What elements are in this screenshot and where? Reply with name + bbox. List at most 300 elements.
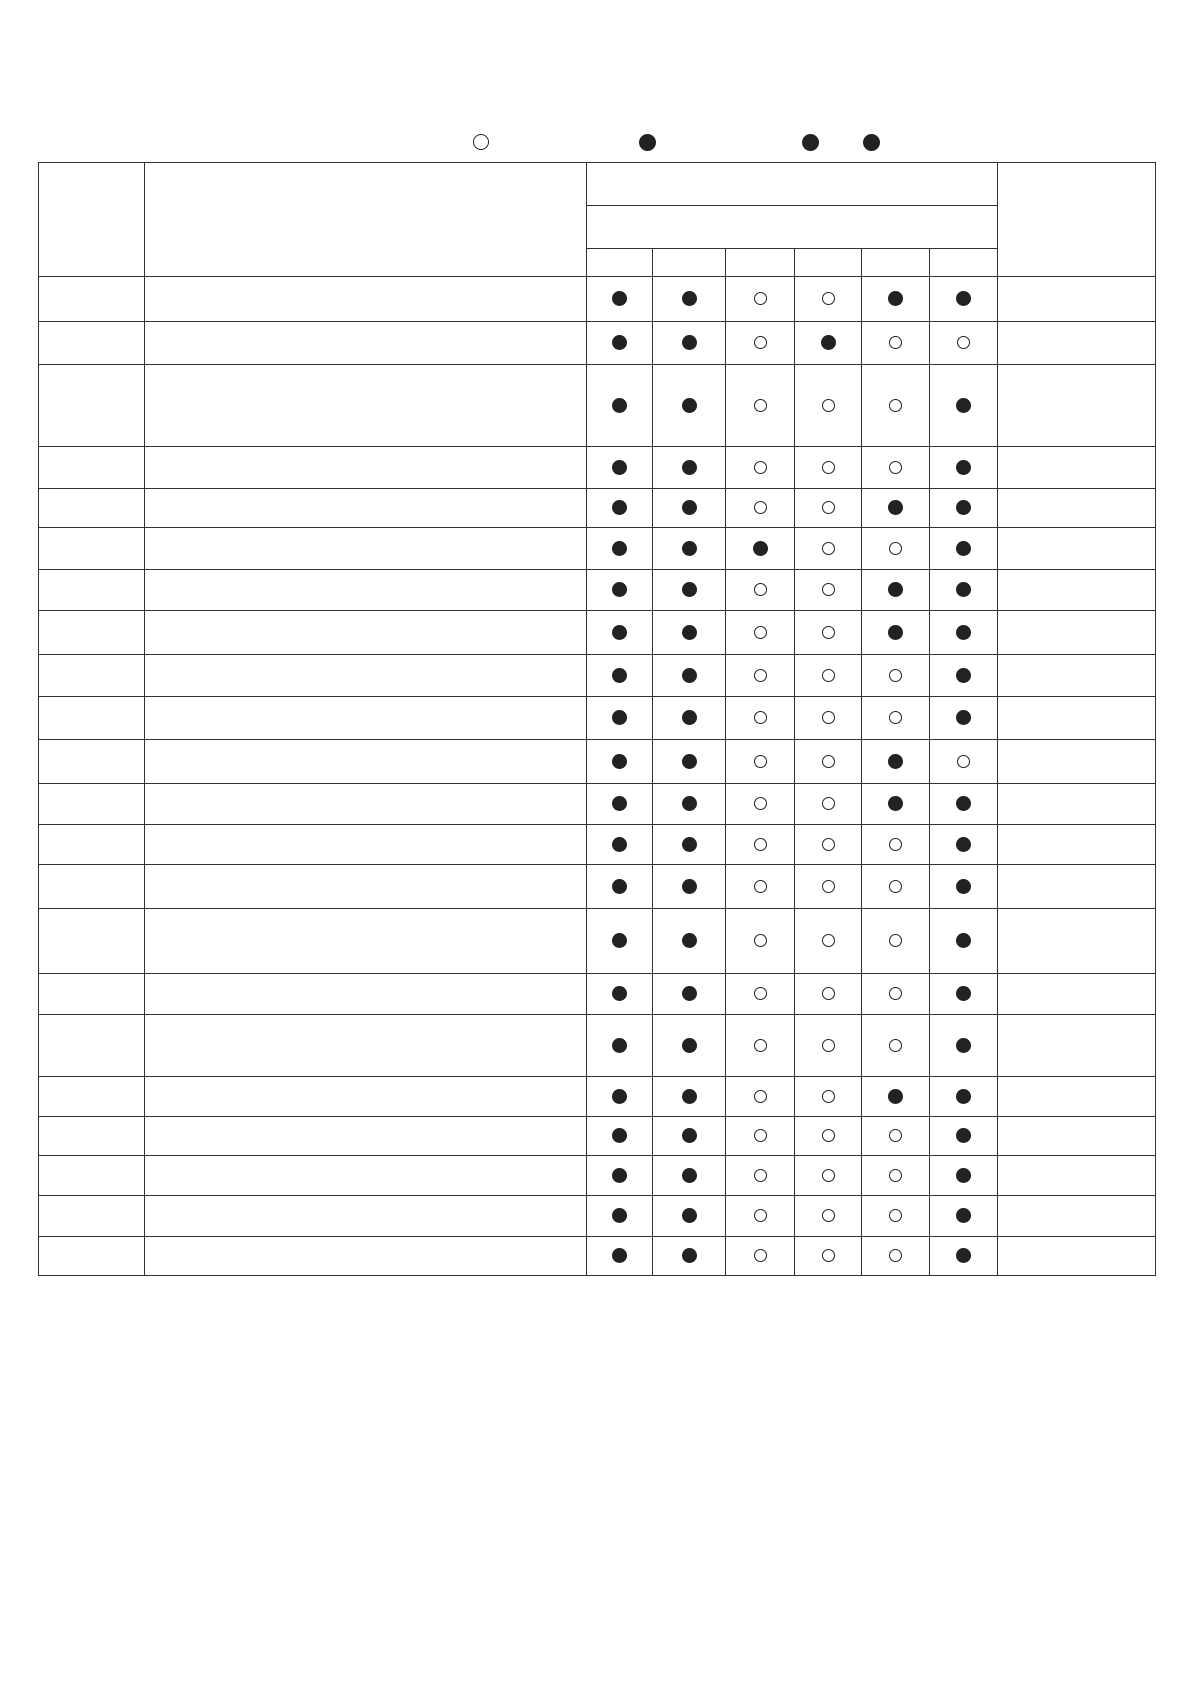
filled-circle-icon (612, 1208, 627, 1223)
hollow-circle-icon (822, 1129, 835, 1142)
legend-filled-circle-icon (802, 134, 819, 151)
mark-cell-1 (587, 1117, 653, 1156)
item-cell (145, 1196, 587, 1237)
filled-circle-icon (612, 879, 627, 894)
item-cell (145, 740, 587, 784)
table-row (39, 1117, 1156, 1156)
mark-cell-3 (726, 974, 795, 1015)
mark-cell-3 (726, 1117, 795, 1156)
header-mark-col-4 (795, 249, 862, 277)
hollow-circle-icon (889, 336, 902, 349)
filled-circle-icon (888, 625, 903, 640)
hollow-circle-icon (754, 934, 767, 947)
mark-cell-1 (587, 865, 653, 909)
mark-cell-2 (653, 322, 726, 365)
filled-circle-icon (612, 541, 627, 556)
hollow-circle-icon (822, 797, 835, 810)
remarks-cell (998, 1156, 1156, 1196)
number-cell (39, 277, 145, 322)
filled-circle-icon (956, 710, 971, 725)
mark-cell-5 (862, 322, 930, 365)
table-row (39, 322, 1156, 365)
hollow-circle-icon (754, 880, 767, 893)
filled-circle-icon (612, 1168, 627, 1183)
mark-cell-3 (726, 1015, 795, 1077)
hollow-circle-icon (822, 1209, 835, 1222)
table-row (39, 365, 1156, 447)
mark-cell-2 (653, 489, 726, 528)
mark-cell-5 (862, 570, 930, 611)
filled-circle-icon (682, 668, 697, 683)
item-cell (145, 447, 587, 489)
mark-cell-4 (795, 740, 862, 784)
filled-circle-icon (956, 1038, 971, 1053)
number-cell (39, 655, 145, 697)
mark-cell-1 (587, 1237, 653, 1276)
table-row (39, 1156, 1156, 1196)
mark-cell-3 (726, 1156, 795, 1196)
filled-circle-icon (682, 1208, 697, 1223)
mark-cell-6 (930, 784, 998, 825)
hollow-circle-icon (822, 880, 835, 893)
table-row (39, 570, 1156, 611)
mark-cell-4 (795, 1117, 862, 1156)
hollow-circle-icon (822, 461, 835, 474)
mark-cell-3 (726, 865, 795, 909)
remarks-cell (998, 1117, 1156, 1156)
remarks-cell (998, 570, 1156, 611)
header-item-cell (145, 163, 587, 277)
hollow-circle-icon (822, 501, 835, 514)
remarks-cell (998, 825, 1156, 865)
filled-circle-icon (956, 1168, 971, 1183)
mark-cell-2 (653, 740, 726, 784)
mark-cell-3 (726, 1196, 795, 1237)
filled-circle-icon (682, 837, 697, 852)
filled-circle-icon (682, 986, 697, 1001)
mark-cell-4 (795, 1237, 862, 1276)
mark-cell-2 (653, 528, 726, 570)
mark-cell-4 (795, 570, 862, 611)
mark-cell-2 (653, 1196, 726, 1237)
filled-circle-icon (682, 1248, 697, 1263)
table-row (39, 611, 1156, 655)
number-cell (39, 1077, 145, 1117)
table-row (39, 447, 1156, 489)
mark-cell-2 (653, 655, 726, 697)
mark-cell-1 (587, 322, 653, 365)
filled-circle-icon (956, 1208, 971, 1223)
mark-cell-2 (653, 974, 726, 1015)
mark-cell-3 (726, 784, 795, 825)
hollow-circle-icon (822, 1039, 835, 1052)
hollow-circle-icon (822, 711, 835, 724)
item-cell (145, 570, 587, 611)
table-row (39, 528, 1156, 570)
hollow-circle-icon (754, 1090, 767, 1103)
item-cell (145, 489, 587, 528)
mark-cell-4 (795, 655, 862, 697)
mark-cell-1 (587, 365, 653, 447)
remarks-cell (998, 1237, 1156, 1276)
hollow-circle-icon (889, 399, 902, 412)
filled-circle-icon (682, 541, 697, 556)
hollow-circle-icon (889, 1209, 902, 1222)
header-group-cell (587, 163, 998, 206)
hollow-circle-icon (889, 1169, 902, 1182)
legend-hollow-circle-icon (473, 134, 489, 150)
mark-cell-4 (795, 1196, 862, 1237)
filled-circle-icon (956, 986, 971, 1001)
table-row (39, 740, 1156, 784)
table-row (39, 489, 1156, 528)
mark-cell-5 (862, 655, 930, 697)
filled-circle-icon (888, 1089, 903, 1104)
hollow-circle-icon (822, 1249, 835, 1262)
mark-cell-5 (862, 1015, 930, 1077)
matrix-table (38, 162, 1156, 1276)
mark-cell-3 (726, 697, 795, 740)
filled-circle-icon (612, 1038, 627, 1053)
mark-cell-4 (795, 447, 862, 489)
filled-circle-icon (956, 500, 971, 515)
hollow-circle-icon (822, 626, 835, 639)
mark-cell-4 (795, 528, 862, 570)
filled-circle-icon (682, 796, 697, 811)
number-cell (39, 740, 145, 784)
number-cell (39, 825, 145, 865)
number-cell (39, 1015, 145, 1077)
mark-cell-2 (653, 365, 726, 447)
mark-cell-1 (587, 909, 653, 974)
filled-circle-icon (682, 1038, 697, 1053)
hollow-circle-icon (754, 292, 767, 305)
filled-circle-icon (682, 625, 697, 640)
mark-cell-6 (930, 655, 998, 697)
filled-circle-icon (956, 625, 971, 640)
number-cell (39, 865, 145, 909)
mark-cell-5 (862, 489, 930, 528)
item-cell (145, 1237, 587, 1276)
mark-cell-5 (862, 974, 930, 1015)
remarks-cell (998, 489, 1156, 528)
mark-cell-2 (653, 1237, 726, 1276)
filled-circle-icon (888, 796, 903, 811)
number-cell (39, 570, 145, 611)
hollow-circle-icon (754, 987, 767, 1000)
mark-cell-1 (587, 1196, 653, 1237)
table-row (39, 697, 1156, 740)
remarks-cell (998, 528, 1156, 570)
filled-circle-icon (612, 625, 627, 640)
mark-cell-5 (862, 697, 930, 740)
filled-circle-icon (682, 398, 697, 413)
mark-cell-5 (862, 1156, 930, 1196)
hollow-circle-icon (754, 1039, 767, 1052)
mark-cell-5 (862, 784, 930, 825)
legend-filled-circle-icon (639, 134, 656, 151)
filled-circle-icon (682, 879, 697, 894)
item-cell (145, 974, 587, 1015)
mark-cell-5 (862, 365, 930, 447)
filled-circle-icon (612, 668, 627, 683)
hollow-circle-icon (889, 934, 902, 947)
mark-cell-5 (862, 909, 930, 974)
mark-cell-5 (862, 1237, 930, 1276)
filled-circle-icon (682, 335, 697, 350)
mark-cell-4 (795, 611, 862, 655)
mark-cell-2 (653, 1015, 726, 1077)
hollow-circle-icon (754, 711, 767, 724)
mark-cell-2 (653, 277, 726, 322)
hollow-circle-icon (754, 797, 767, 810)
mark-cell-6 (930, 489, 998, 528)
mark-cell-4 (795, 825, 862, 865)
mark-cell-4 (795, 1077, 862, 1117)
hollow-circle-icon (822, 934, 835, 947)
mark-cell-2 (653, 1117, 726, 1156)
filled-circle-icon (753, 541, 768, 556)
hollow-circle-icon (822, 1169, 835, 1182)
filled-circle-icon (612, 398, 627, 413)
filled-circle-icon (682, 500, 697, 515)
filled-circle-icon (612, 837, 627, 852)
hollow-circle-icon (889, 542, 902, 555)
filled-circle-icon (956, 1128, 971, 1143)
mark-cell-6 (930, 1237, 998, 1276)
filled-circle-icon (682, 1089, 697, 1104)
item-cell (145, 697, 587, 740)
mark-cell-5 (862, 277, 930, 322)
header-subgroup-cell (587, 206, 998, 249)
item-cell (145, 611, 587, 655)
hollow-circle-icon (889, 461, 902, 474)
filled-circle-icon (956, 668, 971, 683)
mark-cell-6 (930, 322, 998, 365)
filled-circle-icon (612, 1128, 627, 1143)
remarks-cell (998, 1015, 1156, 1077)
filled-circle-icon (612, 582, 627, 597)
mark-cell-1 (587, 825, 653, 865)
mark-cell-3 (726, 447, 795, 489)
remarks-cell (998, 974, 1156, 1015)
remarks-cell (998, 1196, 1156, 1237)
mark-cell-6 (930, 1156, 998, 1196)
hollow-circle-icon (889, 838, 902, 851)
mark-cell-2 (653, 570, 726, 611)
hollow-circle-icon (754, 669, 767, 682)
hollow-circle-icon (957, 336, 970, 349)
mark-cell-3 (726, 825, 795, 865)
filled-circle-icon (682, 754, 697, 769)
hollow-circle-icon (754, 583, 767, 596)
hollow-circle-icon (754, 399, 767, 412)
remarks-cell (998, 697, 1156, 740)
mark-cell-3 (726, 489, 795, 528)
mark-cell-6 (930, 277, 998, 322)
table-row (39, 1237, 1156, 1276)
filled-circle-icon (956, 796, 971, 811)
hollow-circle-icon (822, 583, 835, 596)
filled-circle-icon (682, 1168, 697, 1183)
filled-circle-icon (888, 500, 903, 515)
mark-cell-1 (587, 697, 653, 740)
mark-cell-6 (930, 447, 998, 489)
mark-cell-2 (653, 784, 726, 825)
filled-circle-icon (612, 1248, 627, 1263)
item-cell (145, 1156, 587, 1196)
item-cell (145, 1077, 587, 1117)
header-mark-col-5 (862, 249, 930, 277)
mark-cell-1 (587, 974, 653, 1015)
item-cell (145, 784, 587, 825)
mark-cell-1 (587, 277, 653, 322)
hollow-circle-icon (957, 755, 970, 768)
table-row (39, 784, 1156, 825)
number-cell (39, 1156, 145, 1196)
remarks-cell (998, 1077, 1156, 1117)
filled-circle-icon (612, 291, 627, 306)
number-cell (39, 1117, 145, 1156)
table-row (39, 825, 1156, 865)
filled-circle-icon (956, 398, 971, 413)
filled-circle-icon (956, 879, 971, 894)
mark-cell-6 (930, 528, 998, 570)
filled-circle-icon (956, 1248, 971, 1263)
mark-cell-4 (795, 1015, 862, 1077)
number-cell (39, 909, 145, 974)
hollow-circle-icon (754, 1209, 767, 1222)
item-cell (145, 909, 587, 974)
item-cell (145, 277, 587, 322)
filled-circle-icon (682, 933, 697, 948)
mark-cell-1 (587, 528, 653, 570)
table-row (39, 1196, 1156, 1237)
hollow-circle-icon (822, 838, 835, 851)
item-cell (145, 1117, 587, 1156)
header-mark-col-6 (930, 249, 998, 277)
header-remarks-cell (998, 163, 1156, 277)
hollow-circle-icon (754, 461, 767, 474)
filled-circle-icon (612, 754, 627, 769)
item-cell (145, 322, 587, 365)
mark-cell-1 (587, 1156, 653, 1196)
mark-cell-2 (653, 909, 726, 974)
mark-cell-6 (930, 909, 998, 974)
mark-cell-3 (726, 365, 795, 447)
item-cell (145, 365, 587, 447)
remarks-cell (998, 909, 1156, 974)
remarks-cell (998, 322, 1156, 365)
hollow-circle-icon (822, 542, 835, 555)
hollow-circle-icon (822, 987, 835, 1000)
mark-cell-2 (653, 1077, 726, 1117)
remarks-cell (998, 740, 1156, 784)
hollow-circle-icon (754, 336, 767, 349)
hollow-circle-icon (754, 755, 767, 768)
item-cell (145, 865, 587, 909)
remarks-cell (998, 277, 1156, 322)
legend-filled-circle-icon (863, 134, 880, 151)
number-cell (39, 611, 145, 655)
mark-cell-3 (726, 528, 795, 570)
number-cell (39, 784, 145, 825)
hollow-circle-icon (754, 1129, 767, 1142)
table-row (39, 974, 1156, 1015)
filled-circle-icon (682, 460, 697, 475)
filled-circle-icon (888, 582, 903, 597)
filled-circle-icon (956, 933, 971, 948)
mark-cell-6 (930, 570, 998, 611)
hollow-circle-icon (889, 1249, 902, 1262)
filled-circle-icon (956, 582, 971, 597)
filled-circle-icon (956, 1089, 971, 1104)
item-cell (145, 655, 587, 697)
mark-cell-5 (862, 1077, 930, 1117)
mark-cell-4 (795, 865, 862, 909)
hollow-circle-icon (822, 755, 835, 768)
mark-cell-3 (726, 909, 795, 974)
table-row (39, 277, 1156, 322)
mark-cell-6 (930, 1196, 998, 1237)
number-cell (39, 974, 145, 1015)
item-cell (145, 1015, 587, 1077)
mark-cell-4 (795, 1156, 862, 1196)
mark-cell-6 (930, 1117, 998, 1156)
mark-cell-1 (587, 611, 653, 655)
mark-cell-5 (862, 611, 930, 655)
number-cell (39, 447, 145, 489)
mark-cell-6 (930, 611, 998, 655)
filled-circle-icon (821, 335, 836, 350)
filled-circle-icon (956, 837, 971, 852)
legend (0, 134, 1191, 158)
table-header (39, 163, 1156, 277)
mark-cell-1 (587, 447, 653, 489)
number-cell (39, 697, 145, 740)
hollow-circle-icon (889, 880, 902, 893)
mark-cell-4 (795, 697, 862, 740)
mark-cell-1 (587, 570, 653, 611)
table-row (39, 1015, 1156, 1077)
hollow-circle-icon (754, 501, 767, 514)
mark-cell-6 (930, 365, 998, 447)
hollow-circle-icon (889, 1039, 902, 1052)
mark-cell-5 (862, 528, 930, 570)
mark-cell-1 (587, 489, 653, 528)
filled-circle-icon (956, 460, 971, 475)
filled-circle-icon (612, 335, 627, 350)
mark-cell-4 (795, 322, 862, 365)
remarks-cell (998, 447, 1156, 489)
header-mark-col-2 (653, 249, 726, 277)
filled-circle-icon (612, 986, 627, 1001)
mark-cell-2 (653, 1156, 726, 1196)
filled-circle-icon (682, 710, 697, 725)
table-row (39, 865, 1156, 909)
filled-circle-icon (612, 933, 627, 948)
number-cell (39, 528, 145, 570)
remarks-cell (998, 784, 1156, 825)
hollow-circle-icon (754, 838, 767, 851)
table-row (39, 909, 1156, 974)
mark-cell-5 (862, 447, 930, 489)
hollow-circle-icon (889, 987, 902, 1000)
mark-cell-1 (587, 784, 653, 825)
header-mark-col-1 (587, 249, 653, 277)
remarks-cell (998, 865, 1156, 909)
filled-circle-icon (682, 582, 697, 597)
